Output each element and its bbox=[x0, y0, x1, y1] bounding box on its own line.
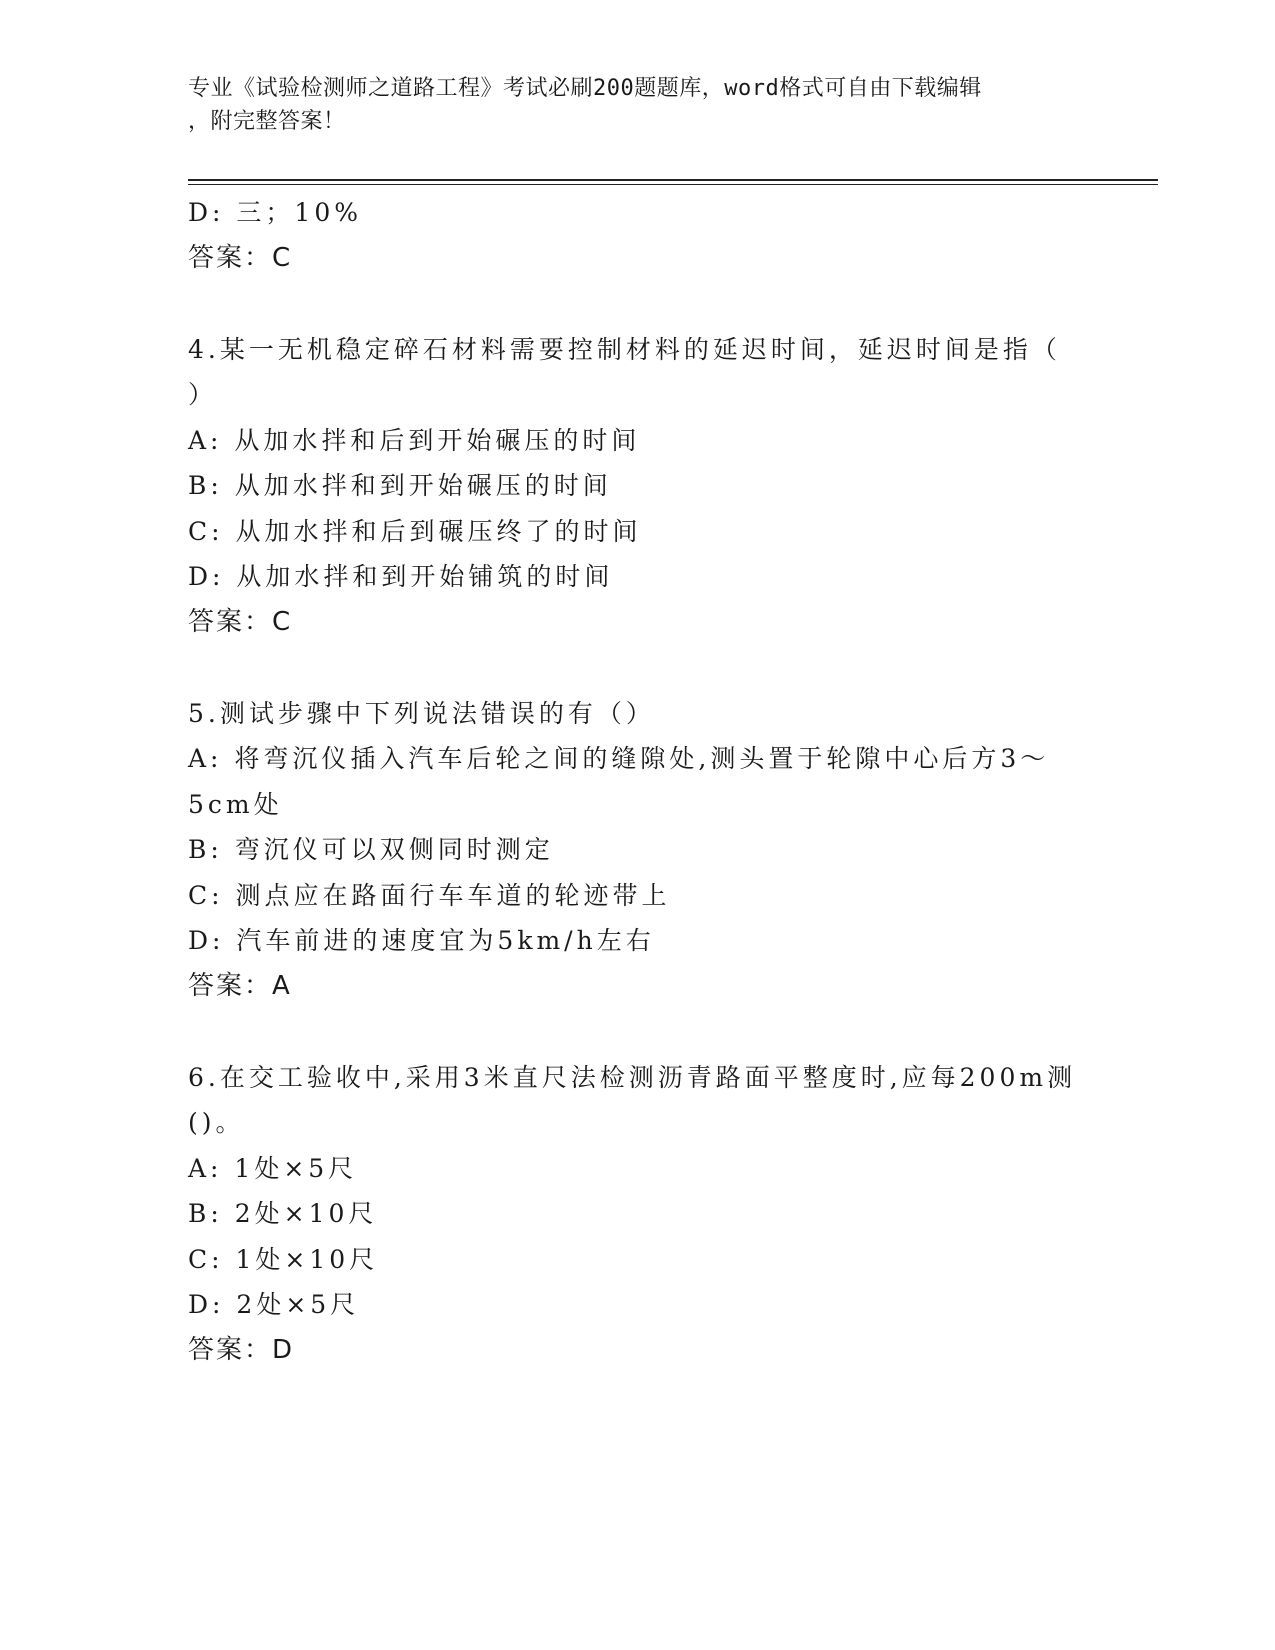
question-list bbox=[188, 190, 1108, 1373]
option-a: A: 将弯沉仪插入汽车后轮之间的缝隙处,测头置于轮隙中心后方3～ bbox=[188, 744, 1050, 773]
answer-line: 答案：D bbox=[188, 1334, 295, 1365]
header-divider-thin bbox=[188, 184, 1158, 185]
answer-line: 答案：C bbox=[188, 606, 293, 637]
question-6 bbox=[188, 1055, 1108, 1374]
option-d: D: 从加水拌和到开始铺筑的时间 bbox=[188, 562, 614, 591]
option-d: D: 2处×5尺 bbox=[188, 1290, 360, 1319]
header-title-line-2: ，附完整答案！ bbox=[188, 109, 346, 134]
document-header bbox=[188, 72, 1088, 138]
option-a: A: 从加水拌和后到开始碾压的时间 bbox=[188, 425, 641, 455]
spacer bbox=[188, 645, 1108, 691]
option-a: A: 1处×5尺 bbox=[188, 1153, 358, 1183]
question-stem: 6.在交工验收中,采用3米直尺法检测沥青路面平整度时,应每200m测 bbox=[188, 1062, 1077, 1092]
spacer bbox=[188, 281, 1108, 327]
option-b: B: 2处×10尺 bbox=[188, 1199, 378, 1228]
option-b: B: 弯沉仪可以双侧同时测定 bbox=[188, 835, 554, 864]
question-stem-continued: ） bbox=[188, 380, 218, 409]
question-fragment bbox=[188, 190, 1108, 281]
option-d: D: 三；10% bbox=[188, 198, 362, 227]
option-c: C: 1处×10尺 bbox=[188, 1244, 379, 1274]
question-stem: 5.测试步骤中下列说法错误的有（） bbox=[188, 698, 655, 728]
question-5 bbox=[188, 691, 1108, 1010]
header-title-line-1: 专业《试验检测师之道路工程》考试必刷200题题库，word格式可自由下载编辑 bbox=[188, 76, 982, 101]
question-stem: 4.某一无机稳定碎石材料需要控制材料的延迟时间，延迟时间是指（ bbox=[188, 334, 1061, 364]
option-d: D: 汽车前进的速度宜为5km/h左右 bbox=[188, 926, 655, 955]
option-a-continued: 5cm处 bbox=[188, 789, 283, 819]
answer-line: 答案：C bbox=[188, 242, 293, 273]
option-c: C: 从加水拌和后到碾压终了的时间 bbox=[188, 516, 642, 546]
option-c: C: 测点应在路面行车车道的轮迹带上 bbox=[188, 880, 671, 910]
option-b: B: 从加水拌和到开始碾压的时间 bbox=[188, 471, 612, 500]
answer-line: 答案：A bbox=[188, 970, 292, 1001]
question-4 bbox=[188, 327, 1108, 646]
question-stem-continued: ()。 bbox=[188, 1108, 245, 1137]
header-divider-thick bbox=[188, 179, 1158, 181]
spacer bbox=[188, 1009, 1108, 1055]
